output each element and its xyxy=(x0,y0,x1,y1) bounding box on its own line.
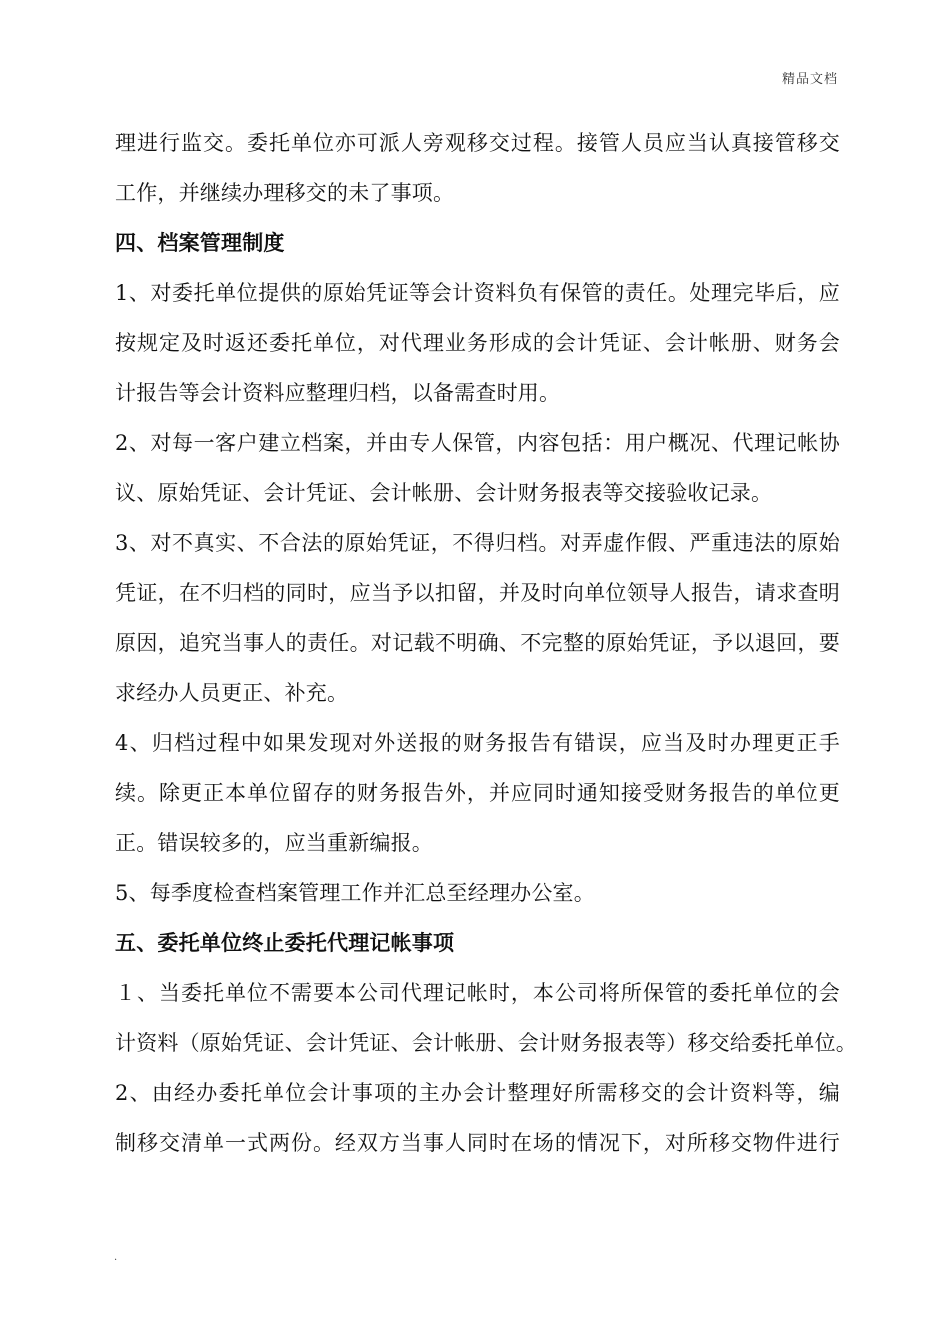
body-line: 2、对每一客户建立档案，并由专人保管，内容包括：用户概况、代理记帐协 xyxy=(115,431,840,455)
body-line: 工作，并继续办理移交的未了事项。 xyxy=(115,181,455,205)
body-line: 制移交清单一式两份。经双方当事人同时在场的情况下，对所移交物件进行 xyxy=(115,1131,840,1155)
body-line: 1、对委托单位提供的原始凭证等会计资料负有保管的责任。处理完毕后，应 xyxy=(115,281,840,305)
body-line: 原因，追究当事人的责任。对记载不明确、不完整的原始凭证，予以退回，要 xyxy=(115,631,840,655)
body-line: 计报告等会计资料应整理归档，以备需查时用。 xyxy=(115,381,561,405)
body-line: 按规定及时返还委托单位，对代理业务形成的会计凭证、会计帐册、财务会 xyxy=(115,331,840,355)
footer-mark: . xyxy=(114,1252,118,1263)
body-line: 正。错误较多的，应当重新编报。 xyxy=(115,831,433,855)
body-line: 计资料（原始凭证、会计凭证、会计帐册、会计财务报表等）移交给委托单位。 xyxy=(115,1031,857,1055)
body-line: 3、对不真实、不合法的原始凭证，不得归档。对弄虚作假、严重违法的原始 xyxy=(115,531,840,555)
body-line: 理进行监交。委托单位亦可派人旁观移交过程。接管人员应当认真接管移交 xyxy=(115,131,840,155)
section-heading: 四、档案管理制度 xyxy=(115,230,285,255)
body-line: 续。除更正本单位留存的财务报告外，并应同时通知接受财务报告的单位更 xyxy=(115,781,840,805)
body-line: 5、每季度检查档案管理工作并汇总至经理办公室。 xyxy=(115,881,595,905)
body-line: 4、归档过程中如果发现对外送报的财务报告有错误，应当及时办理更正手 xyxy=(115,731,840,755)
body-line: 2、由经办委托单位会计事项的主办会计整理好所需移交的会计资料等，编 xyxy=(115,1081,840,1105)
body-line: 议、原始凭证、会计凭证、会计帐册、会计财务报表等交接验收记录。 xyxy=(115,481,773,505)
page-header-label: 精品文档 xyxy=(781,72,838,87)
body-line: 凭证，在不归档的同时，应当予以扣留，并及时向单位领导人报告，请求查明 xyxy=(115,581,840,605)
section-heading: 五、委托单位终止委托代理记帐事项 xyxy=(115,930,455,955)
body-line: 求经办人员更正、补充。 xyxy=(115,681,349,705)
document-body xyxy=(115,118,857,1168)
body-line: １、当委托单位不需要本公司代理记帐时，本公司将所保管的委托单位的会 xyxy=(115,981,840,1005)
